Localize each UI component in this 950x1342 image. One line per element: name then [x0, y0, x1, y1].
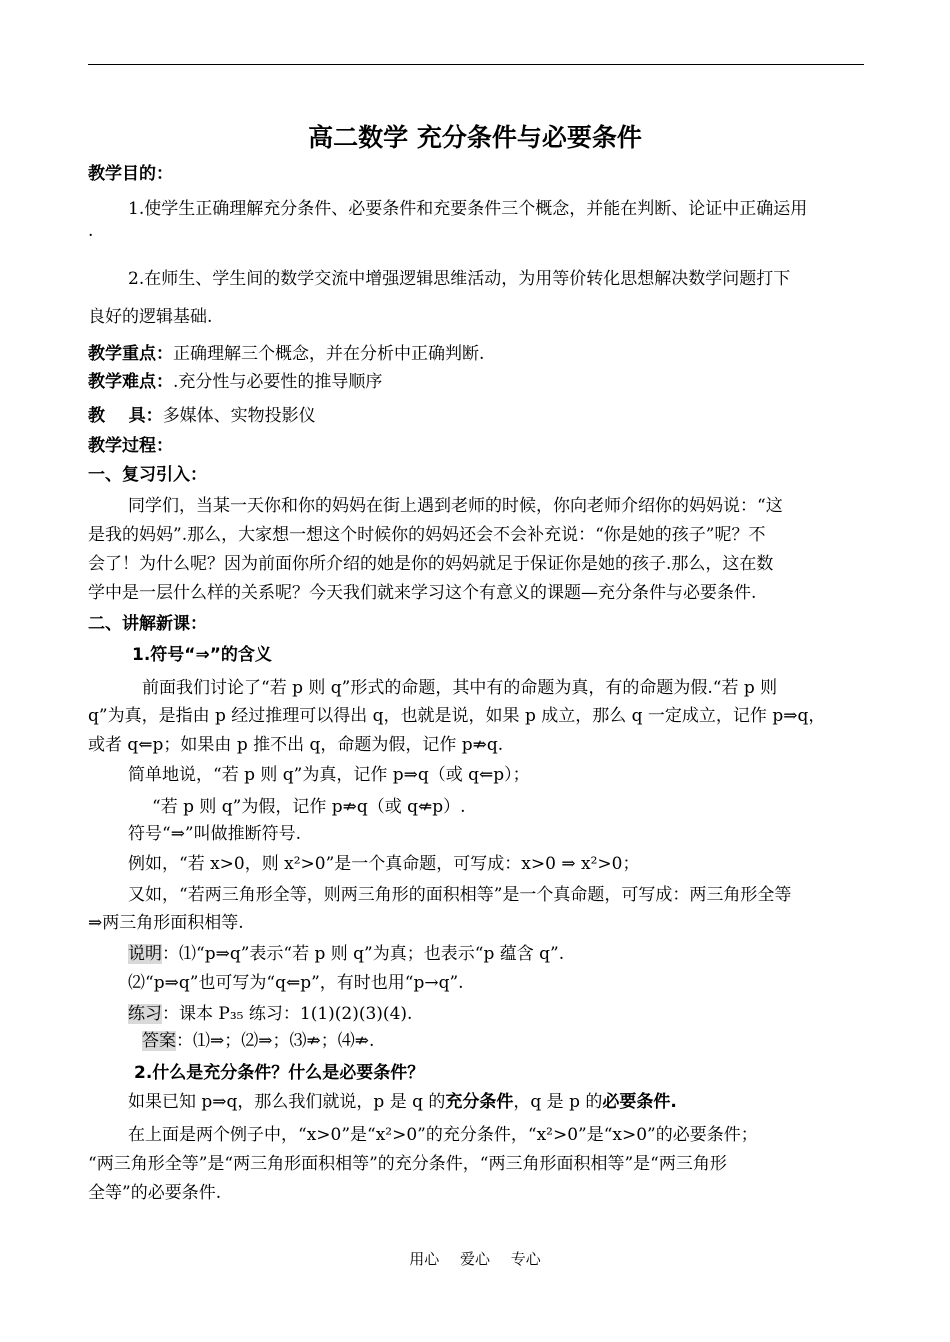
new-lesson-heading: 二、讲解新课： [88, 614, 207, 634]
goal-item-1: 1.使学生正确理解充分条件、必要条件和充要条件三个概念，并能在判断、论证中正确运用 [128, 199, 808, 219]
subsection-2-heading: 2.什么是充分条件？什么是必要条件？ [134, 1063, 425, 1083]
example-line: 全等”的必要条件. [88, 1183, 222, 1203]
p1-line: 或者 q⇐p；如果由 p 推不出 q，命题为假，记作 p⇏q. [88, 735, 504, 755]
example-1: 例如，“若 x>0，则 x²>0”是一个真命题，可写成：x>0 ⇒ x²>0； [128, 854, 640, 874]
review-line: 会了！为什么呢？因为前面你所介绍的她是你的妈妈就足于保证你是她的孩子.那么，这在数 [88, 554, 774, 574]
practice-text: ：课本 P₃₅ 练习：1(1)(2)(3)(4). [162, 1004, 413, 1024]
simple-statement: 简单地说，“若 p 则 q”为真，记作 p⇒q（或 q⇐p）； [128, 765, 530, 785]
p1-line: q”为真，是指由 p 经过推理可以得出 q，也就是说，如果 p 成立，那么 q 一定成立，记作 p⇒q， [88, 706, 826, 726]
review-line: 是我的妈妈”.那么，大家想一想这个时候你的妈妈还会不会补充说：“你是她的孩子”呢？不 [88, 525, 766, 545]
review-line: 同学们，当某一天你和你的妈妈在街上遇到老师的时候，你向老师介绍你的妈妈说：“这 [128, 496, 783, 516]
example-2: 又如，“若两三角形全等，则两三角形的面积相等”是一个真命题，可写成：两三角形全等 [128, 885, 792, 905]
review-heading: 一、复习引入： [88, 465, 207, 485]
key-points-label: 教学重点： [88, 344, 173, 364]
example-line: 在上面是两个例子中，“x>0”是“x²>0”的充分条件，“x²>0”是“x>0”的必要条件； [128, 1125, 758, 1145]
definition [128, 1091, 677, 1113]
goal-item-2-cont: 良好的逻辑基础. [88, 307, 213, 327]
note-label: 说明 [128, 944, 162, 964]
key-points [88, 343, 484, 365]
subsection-1-heading: 1.符号“⇒”的含义 [132, 645, 272, 665]
note-2: ⑵“p⇒q”也可写为“q⇐p”，有时也用“p→q”. [128, 973, 464, 993]
page-title: 高二数学 充分条件与必要条件 [308, 123, 642, 152]
example-2-cont: ⇒两三角形面积相等. [88, 913, 244, 933]
goal-item-1-cont: . [88, 221, 94, 241]
difficulty-label: 教学难点： [88, 372, 173, 392]
answer [142, 1030, 374, 1052]
process-heading: 教学过程： [88, 436, 173, 456]
necessary-term: 必要条件. [602, 1092, 677, 1112]
answer-label: 答案 [142, 1031, 176, 1051]
goal-item-2: 2.在师生、学生间的数学交流中增强逻辑思维活动，为用等价转化思想解决数学问题打下 [128, 269, 791, 289]
page-footer [0, 1248, 950, 1269]
simple-statement-2: “若 p 则 q”为假，记作 p⇏q（或 q⇍p）. [152, 797, 466, 817]
goals-heading: 教学目的： [88, 164, 173, 184]
difficulty [88, 371, 382, 393]
footer-item: 专心 [510, 1250, 541, 1268]
example-line: “两三角形全等”是“两三角形面积相等”的充分条件，“两三角形面积相等”是“两三角形 [88, 1154, 727, 1174]
definition-pre: 如果已知 p⇒q，那么我们就说，p 是 q 的 [128, 1092, 446, 1112]
review-line: 学中是一层什么样的关系呢？今天我们就来学习这个有意义的课题—充分条件与必要条件. [88, 583, 757, 603]
p1-line: 前面我们讨论了“若 p 则 q”形式的命题，其中有的命题为真，有的命题为假.“若 p 则 [142, 678, 778, 698]
footer-item: 用心 [409, 1250, 440, 1268]
note-1 [128, 943, 564, 965]
symbol-statement: 符号“⇒”叫做推断符号. [128, 824, 302, 844]
practice-label: 练习 [128, 1004, 162, 1024]
sufficient-term: 充分条件 [445, 1092, 514, 1112]
note-1-text: ：⑴“p⇒q”表示“若 p 则 q”为真；也表示“p 蕴含 q”. [162, 944, 565, 964]
practice [128, 1003, 412, 1025]
answer-text: ：⑴⇒；⑵⇒；⑶⇏；⑷⇏. [176, 1031, 375, 1051]
tools-text: 多媒体、实物投影仪 [162, 406, 316, 426]
difficulty-text: .充分性与必要性的推导顺序 [173, 372, 383, 392]
tools [88, 405, 316, 427]
tools-label: 教 具： [88, 406, 163, 426]
key-points-text: 正确理解三个概念，并在分析中正确判断. [173, 344, 485, 364]
footer-item: 爱心 [459, 1250, 490, 1268]
header-rule [88, 64, 864, 65]
definition-mid: ，q 是 p 的 [513, 1092, 603, 1112]
